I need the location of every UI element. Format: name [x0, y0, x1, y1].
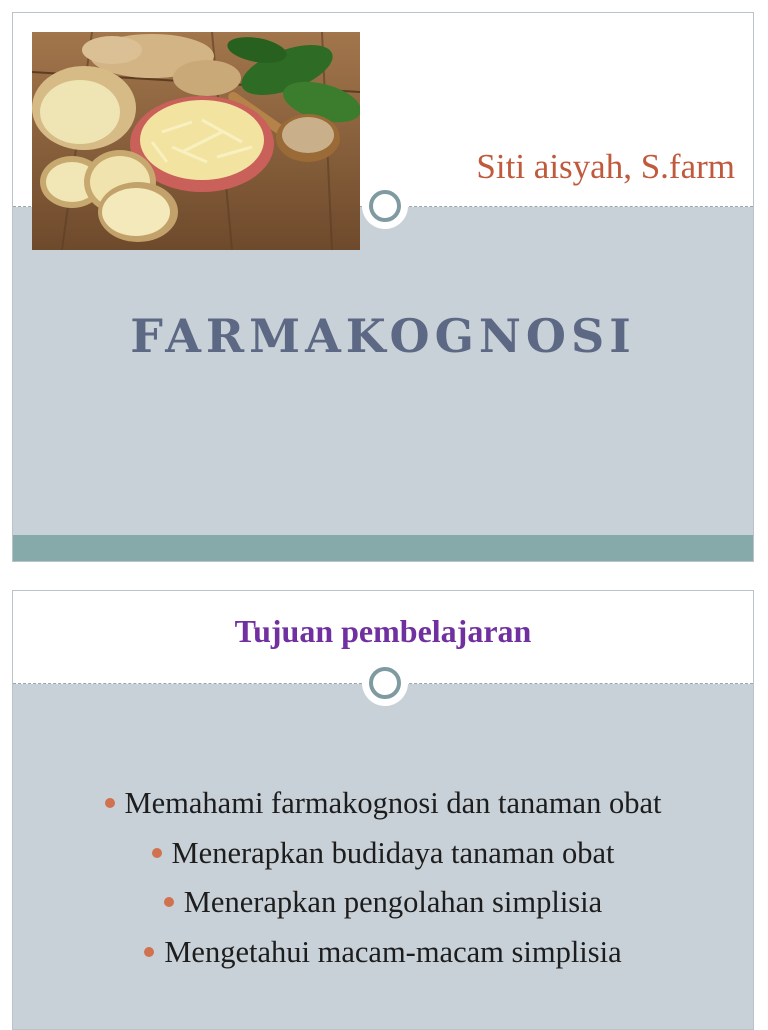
bullet-dot-icon [164, 897, 174, 907]
footer-bar [13, 535, 753, 561]
circle-divider-icon [362, 183, 408, 229]
bullet-dot-icon [105, 798, 115, 808]
list-item: Memahami farmakognosi dan tanaman obat [13, 779, 753, 829]
content-band [13, 207, 753, 535]
list-item: Mengetahui macam-macam simplisia [13, 928, 753, 978]
circle-divider-icon [362, 660, 408, 706]
slide-title: FARMAKOGNOSI [130, 309, 636, 363]
author-name: Siti aisyah, S.farm [476, 147, 735, 186]
objectives-title: Tujuan pembelajaran [234, 613, 532, 649]
objectives-list [13, 779, 753, 977]
list-item: Menerapkan budidaya tanaman obat [13, 829, 753, 879]
list-item: Menerapkan pengolahan simplisia [13, 878, 753, 928]
bullet-dot-icon [152, 848, 162, 858]
objectives-slide [12, 590, 754, 1030]
bullet-dot-icon [144, 947, 154, 957]
ginger-photo [32, 32, 360, 250]
title-slide [12, 12, 754, 562]
